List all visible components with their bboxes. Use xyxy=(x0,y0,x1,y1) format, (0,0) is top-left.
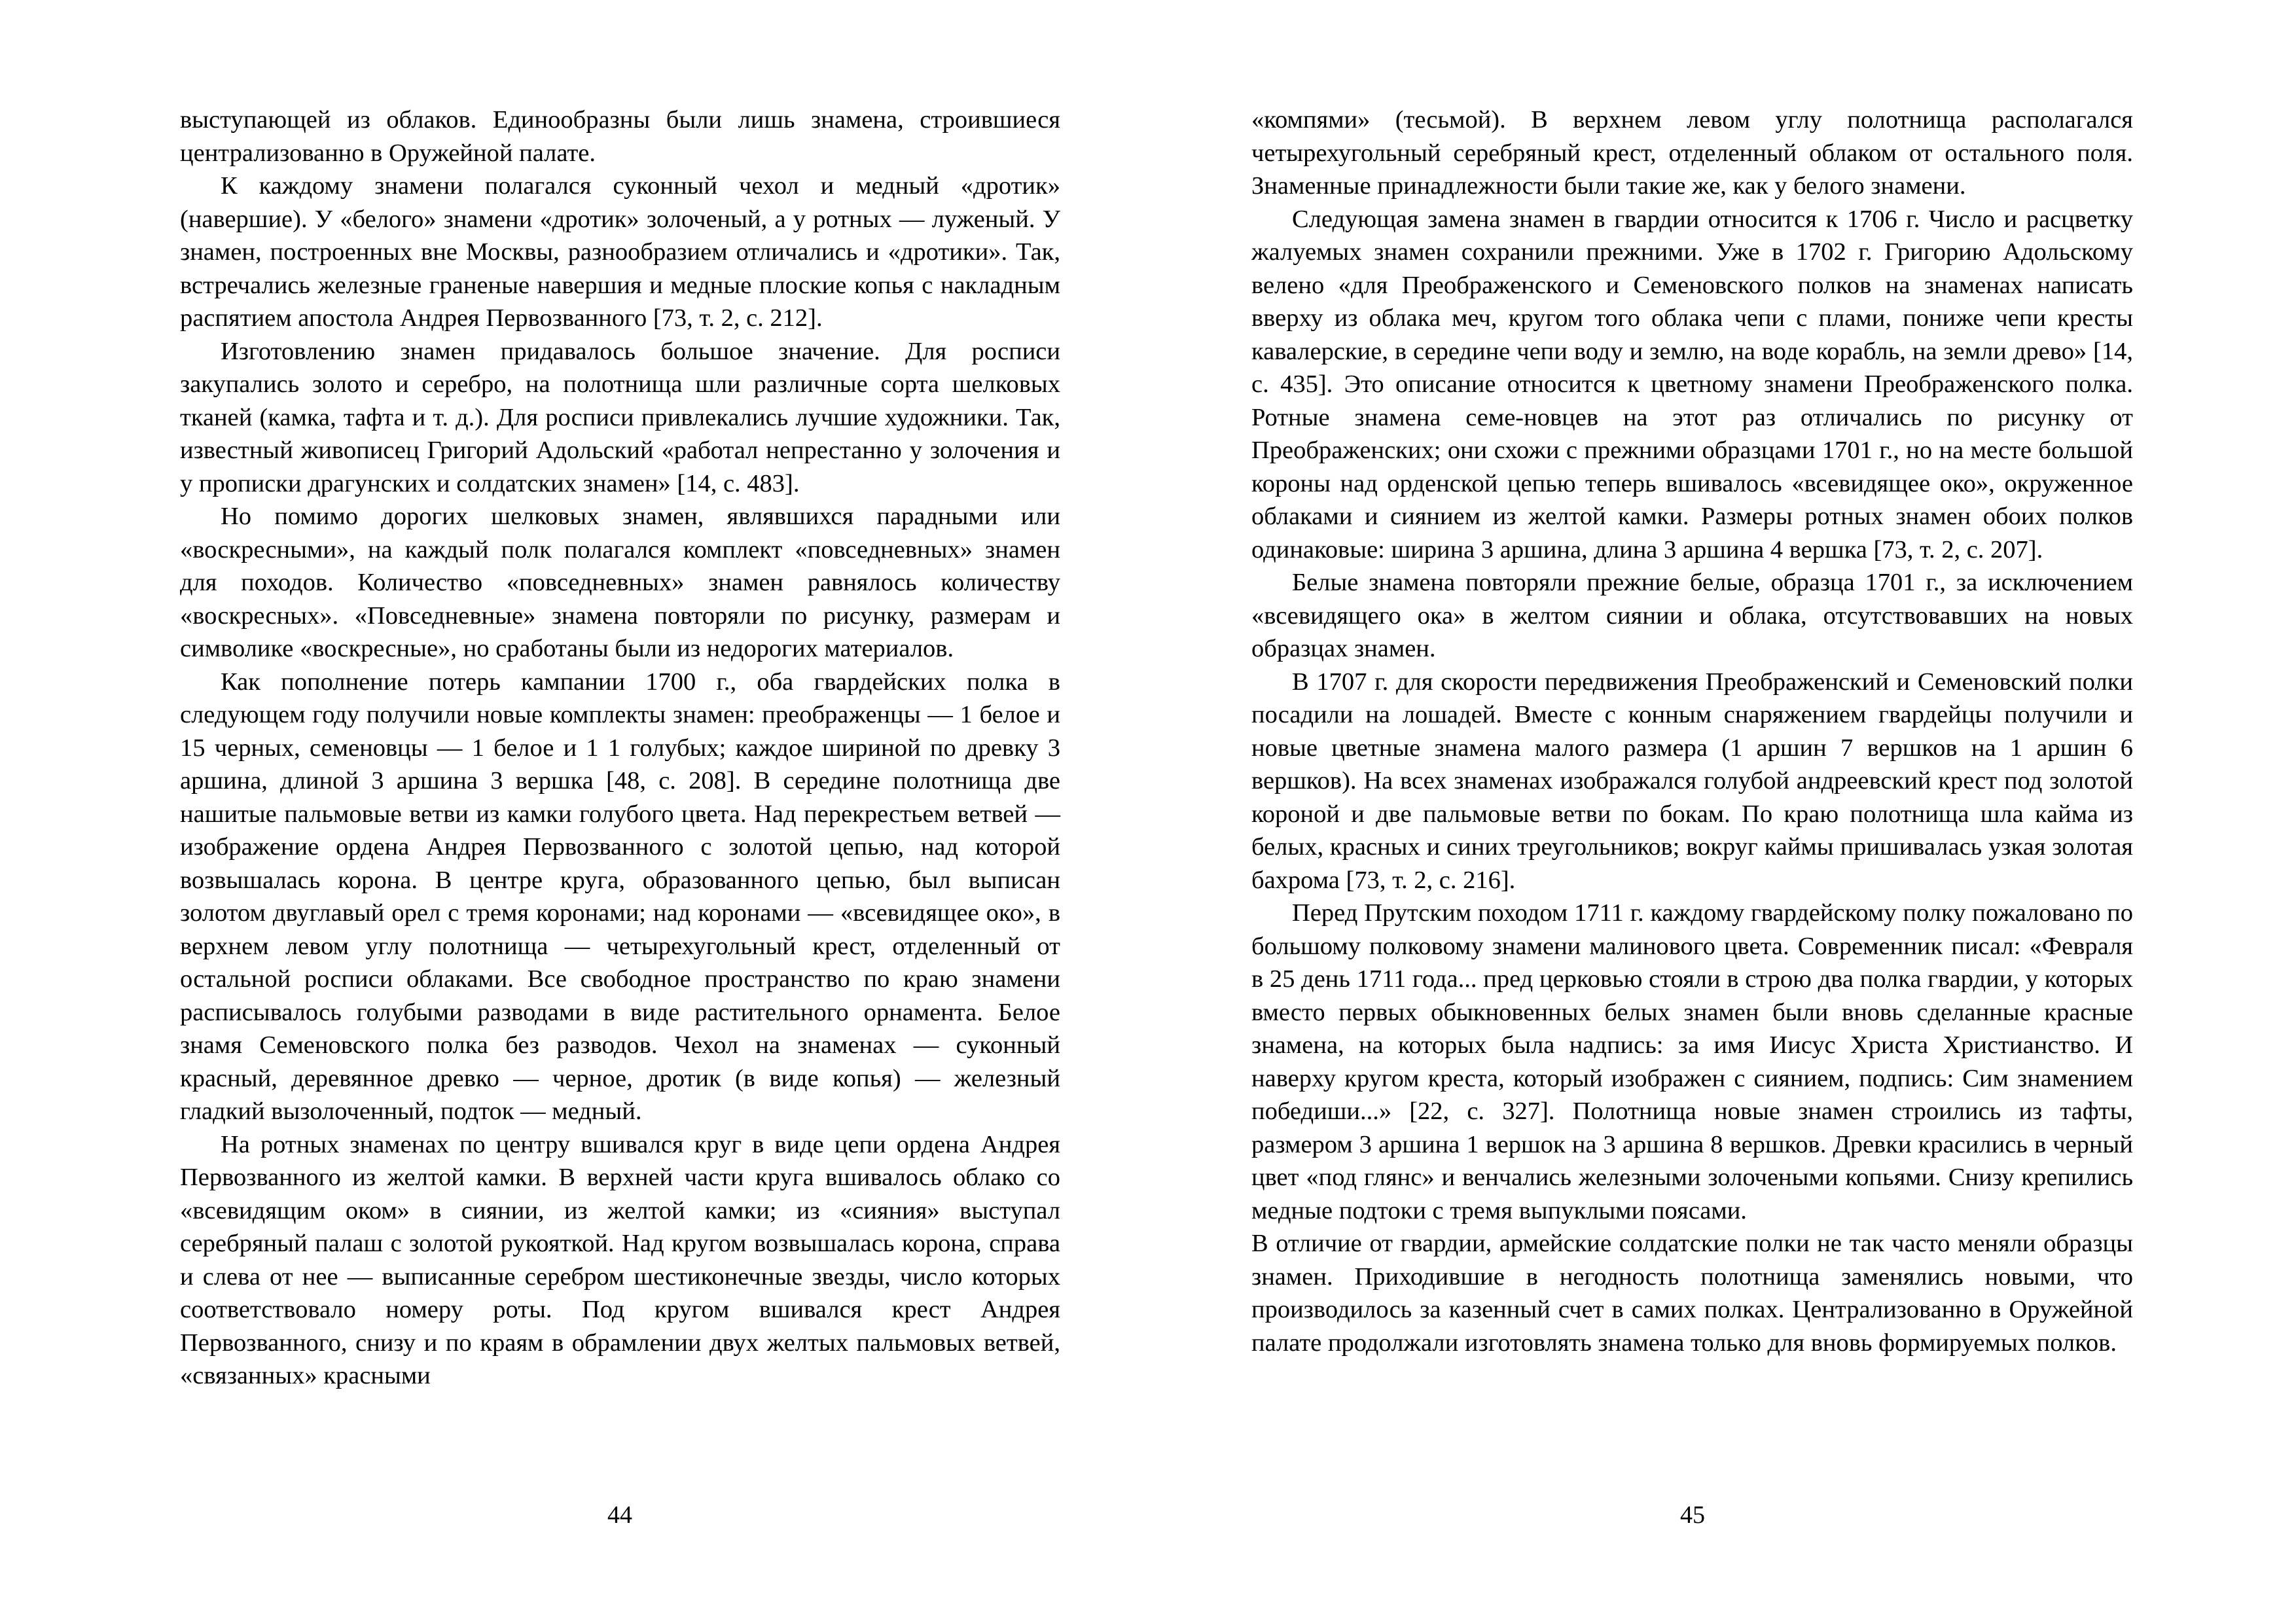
paragraph: Перед Прутским походом 1711 г. каждому гвардейскому полку пожаловано по большому полковому знамени малинового цвета. Современник писал: «Февраля в 25 день 1711 года... пред церковью стояли в строю два полка гвардии, у которых вместо первых обыкновенных белых знамен были вновь сделанные красные знамена, на которых была надпись: за имя Иисус Христа Христианство. И наверху кругом креста, который изображен с сиянием, подпись: Сим знамением победиши...» [22, с. 327]. Полотнища новые знамен строились из тафты, размером 3 аршина 1 вершок на 3 аршина 8 вершков. Древки красились в черный цвет «под глянс» и венчались железными золочеными копьями. Снизу крепились медные подтоки с тремя выпуклыми поясами. xyxy=(1251,899,2133,1224)
paragraph: Как пополнение потерь кампании 1700 г., оба гвардейских полка в следующем году получили новые комплекты знамен: преображенцы — 1 белое и 15 черных, семеновцы — 1 белое и 1 1 голубых; каждое шириной по древку 3 аршина, длиной 3 аршина 3 вершка [48, с. 208]. В середине полотнища две нашитые пальмовые ветви из камки голубого цвета. Над перекрестьем ветвей — изображение ордена Андрея Первозванного с золотой цепью, над которой возвышалась корона. В центре круга, образованного цепью, был выписан золотом двуглавый орел с тремя коронами; над коронами — «всевидящее око», в верхнем левом углу полотнища — четырехугольный крест, отделенный от остальной росписи облаками. Все свободное пространство по краю знамени расписывалось голубыми разводами в виде растительного орнамента. Белое знамя Семеновского полка без разводов. Чехол на знаменах — суконный красный, деревянное древко — черное, дротик (в виде копья) — железный гладкий вызолоченный, подток — медный. xyxy=(180,668,1060,1125)
paragraph: В 1707 г. для скорости передвижения Преображенский и Семеновский полки посадили на лошадей. Вместе с конным снаряжением гвардейцы получили и новые цветные знамена малого размера (1 аршин 7 вершков на 1 аршин 6 вершков). На всех знаменах изображался голубой андреевский крест под золотой короной и две пальмовые ветви по бокам. По краю полотнища шла кайма из белых, красных и синих треугольников; вокруг каймы пришивалась узкая золотая бахрома [73, т. 2, с. 216]. xyxy=(1251,668,2133,894)
paragraph: На ротных знаменах по центру вшивался круг в виде цепи ордена Андрея Первозванного из желтой камки. В верхней части круга вшивалось облако со «всевидящим оком» в сиянии, из желтой камки; из «сияния» выступал серебряный палаш с золотой рукояткой. Над кругом возвышалась корона, справа и слева от нее — выписанные серебром шестиконечные звезды, число которых соответствовало номеру роты. Под кругом вшивался крест Андрея Первозванного, снизу и по краям в обрамлении двух желтых пальмовых ветвей, «связанных» красными xyxy=(180,1130,1060,1389)
left-page-number: 44 xyxy=(607,1501,632,1529)
paragraph: «компями» (тесьмой). В верхнем левом углу полотнища располагался четырехугольный серебряный крест, отделенный облаком от остального поля. Знаменные принадлежности были такие же, как у белого знамени. xyxy=(1251,106,2133,200)
left-page-text xyxy=(180,103,1060,1393)
paragraph: Следующая замена знамен в гвардии относится к 1706 г. Число и расцветку жалуемых знамен сохранили прежними. Уже в 1702 г. Григорию Адольскому велено «для Преображенского и Семеновского полков на знаменах написать вверху из облака меч, кругом того облака чепи с плами, пониже чепи кресты кавалерские, в середине чепи воду и землю, на воде корабль, на земли древо» [14, с. 435]. Это описание относится к цветному знамени Преображенского полка. Ротные знамена семе-новцев на этот раз отличались по рисунку от Преображенских; они схожи с прежними образцами 1701 г., но на месте большой короны над орденской цепью теперь вшивалось «всевидящее око», окруженное облаками и сиянием из желтой камки. Размеры ротных знамен обоих полков одинаковые: ширина 3 аршина, длина 3 аршина 4 вершка [73, т. 2, с. 207]. xyxy=(1251,205,2133,563)
right-page-text xyxy=(1251,103,2133,1359)
paragraph: Но помимо дорогих шелковых знамен, являвшихся парадными или «воскресными», на каждый полк полагался комплект «повседневных» знамен для походов. Количество «повседневных» знамен равнялось количеству «воскресных». «Повседневные» знамена повторяли по рисунку, размерам и символике «воскресные», но сработаны были из недорогих материалов. xyxy=(180,503,1060,662)
paragraph: Белые знамена повторяли прежние белые, образца 1701 г., за исключением «всевидящего ока» в желтом сиянии и облака, отсутствовавших на новых образцах знамен. xyxy=(1251,569,2133,662)
paragraph: В отличие от гвардии, армейские солдатские полки не так часто меняли образцы знамен. Приходившие в негодность полотнища заменялись новыми, что производилось за казенный счет в самих полках. Централизованно в Оружейной палате продолжали изготовлять знамена только для вновь формируемых полков. xyxy=(1251,1230,2133,1357)
paragraph: К каждому знамени полагался суконный чехол и медный «дротик» (навершие). У «белого» знамени «дротик» золоченый, а у ротных — луженый. У знамен, построенных вне Москвы, разнообразием отличались и «дротики». Так, встречались железные граненые навершия и медные плоские копья с накладным распятием апостола Андрея Первозванного [73, т. 2, с. 212]. xyxy=(180,172,1060,332)
paragraph: Изготовлению знамен придавалось большое значение. Для росписи закупались золото и серебро, на полотнища шли различные сорта шелковых тканей (камка, тафта и т. д.). Для росписи привлекались лучшие художники. Так, известный живописец Григорий Адольский «работал непрестанно у золочения и у прописки драгунских и солдатских знамен» [14, с. 483]. xyxy=(180,337,1060,497)
paragraph: выступающей из облаков. Единообразны были лишь знамена, строившиеся централизованно в Оружейной палате. xyxy=(180,106,1060,167)
right-page-number: 45 xyxy=(1680,1501,1705,1529)
